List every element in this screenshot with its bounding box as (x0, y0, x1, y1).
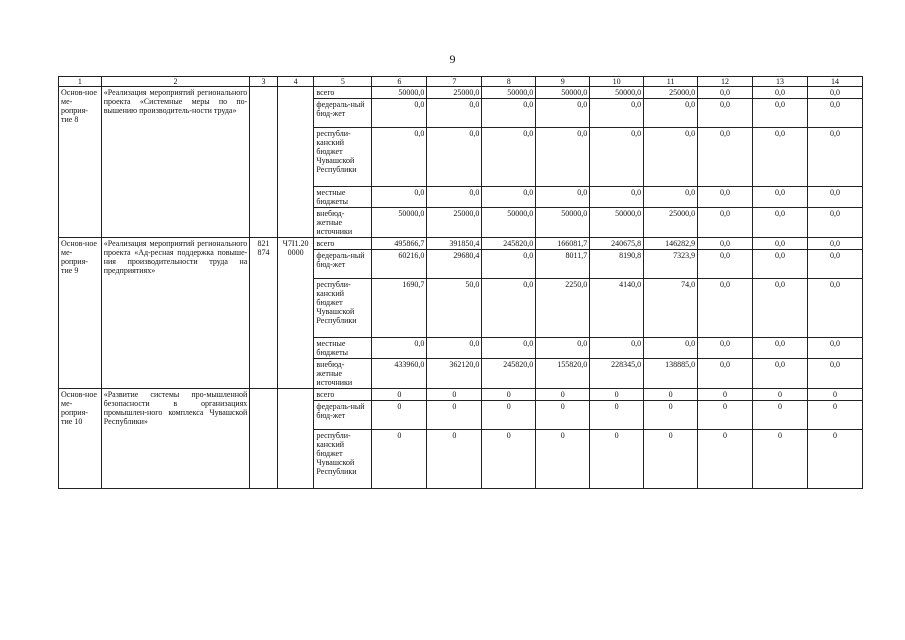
amount-cell: 0,0 (590, 99, 644, 128)
amount-cell: 0,0 (698, 250, 753, 279)
amount-cell: 0 (590, 401, 644, 430)
amount-cell: 0,0 (482, 99, 536, 128)
amount-cell: 0,0 (482, 279, 536, 338)
amount-cell: 0 (590, 430, 644, 489)
amount-cell: 0,0 (536, 187, 590, 208)
amount-cell: 74,0 (644, 279, 698, 338)
amount-cell: 495866,7 (372, 238, 427, 250)
amount-cell: 50000,0 (372, 87, 427, 99)
amount-cell: 0,0 (536, 128, 590, 187)
column-number: 2 (101, 77, 250, 87)
activity-title: «Развитие системы про-мышленной безопасности в организациях промышлен-ного комплекса Чувашской Республики» (101, 389, 250, 489)
amount-cell: 0 (536, 401, 590, 430)
amount-cell: 0,0 (698, 208, 753, 238)
funding-source: федераль-ный бюд-жет (314, 99, 372, 128)
amount-cell: 0,0 (644, 128, 698, 187)
amount-cell: 0 (427, 401, 482, 430)
column-number: 13 (753, 77, 808, 87)
amount-cell: 4140,0 (590, 279, 644, 338)
amount-cell: 0,0 (807, 87, 862, 99)
amount-cell: 0,0 (372, 338, 427, 359)
amount-cell: 25000,0 (644, 208, 698, 238)
column-number: 7 (427, 77, 482, 87)
amount-cell: 0 (753, 389, 808, 401)
code-gr (250, 87, 277, 238)
amount-cell: 0,0 (644, 187, 698, 208)
code-csr: Ч7I1.20 0000 (277, 238, 314, 389)
amount-cell: 0,0 (536, 338, 590, 359)
funding-source: федераль-ный бюд-жет (314, 250, 372, 279)
amount-cell: 0 (698, 401, 753, 430)
amount-cell: 0,0 (807, 128, 862, 187)
funding-source: внебюд-жетные источники (314, 359, 372, 389)
amount-cell: 8190,8 (590, 250, 644, 279)
amount-cell: 0,0 (753, 208, 808, 238)
amount-cell: 0 (807, 401, 862, 430)
amount-cell: 245820,0 (482, 359, 536, 389)
funding-source: всего (314, 87, 372, 99)
amount-cell: 362120,0 (427, 359, 482, 389)
amount-cell: 0 (482, 389, 536, 401)
funding-source: всего (314, 389, 372, 401)
column-number: 3 (250, 77, 277, 87)
funding-source: внебюд-жетные источники (314, 208, 372, 238)
amount-cell: 0 (372, 430, 427, 489)
amount-cell: 0,0 (753, 187, 808, 208)
table-row (59, 87, 863, 99)
amount-cell: 0 (590, 389, 644, 401)
amount-cell: 50000,0 (590, 208, 644, 238)
amount-cell: 0,0 (427, 128, 482, 187)
amount-cell: 155820,0 (536, 359, 590, 389)
amount-cell: 0 (536, 389, 590, 401)
column-number: 12 (698, 77, 753, 87)
table-row (59, 389, 863, 401)
amount-cell: 50000,0 (482, 87, 536, 99)
activity-label: Основ-ное ме-роприя-тие 9 (59, 238, 102, 389)
amount-cell: 29680,4 (427, 250, 482, 279)
column-number: 1 (59, 77, 102, 87)
budget-table (58, 76, 863, 489)
amount-cell: 0,0 (482, 128, 536, 187)
funding-source: республи-канский бюджет Чувашской Республики (314, 128, 372, 187)
amount-cell: 138885,0 (644, 359, 698, 389)
amount-cell: 0,0 (698, 128, 753, 187)
code-gr: 821 874 (250, 238, 277, 389)
amount-cell: 228345,0 (590, 359, 644, 389)
amount-cell: 0 (427, 389, 482, 401)
amount-cell: 25000,0 (427, 208, 482, 238)
amount-cell: 0 (536, 430, 590, 489)
amount-cell: 0,0 (753, 238, 808, 250)
column-number: 6 (372, 77, 427, 87)
funding-source: федераль-ный бюд-жет (314, 401, 372, 430)
amount-cell: 0,0 (372, 187, 427, 208)
amount-cell: 0 (427, 430, 482, 489)
amount-cell: 1690,7 (372, 279, 427, 338)
amount-cell: 0,0 (427, 338, 482, 359)
amount-cell: 0,0 (807, 338, 862, 359)
amount-cell: 50000,0 (482, 208, 536, 238)
code-csr (277, 389, 314, 489)
amount-cell: 0,0 (482, 338, 536, 359)
amount-cell: 0,0 (536, 99, 590, 128)
activity-title: «Реализация мероприятий регионального проекта «Ад-ресная поддержка повыше-ния производительности труда на предприятиях» (101, 238, 250, 389)
amount-cell: 2250,0 (536, 279, 590, 338)
amount-cell: 0,0 (698, 99, 753, 128)
amount-cell: 60216,0 (372, 250, 427, 279)
amount-cell: 50,0 (427, 279, 482, 338)
funding-source: республи-канский бюджет Чувашской Республики (314, 430, 372, 489)
table-row (59, 238, 863, 250)
amount-cell: 0 (644, 389, 698, 401)
amount-cell: 433960,0 (372, 359, 427, 389)
amount-cell: 0,0 (807, 250, 862, 279)
column-number: 10 (590, 77, 644, 87)
amount-cell: 0,0 (753, 338, 808, 359)
amount-cell: 0,0 (807, 238, 862, 250)
amount-cell: 0,0 (698, 279, 753, 338)
amount-cell: 0,0 (590, 187, 644, 208)
amount-cell: 0,0 (753, 359, 808, 389)
amount-cell: 0,0 (644, 99, 698, 128)
amount-cell: 0 (482, 401, 536, 430)
amount-cell: 0,0 (698, 338, 753, 359)
funding-source: всего (314, 238, 372, 250)
amount-cell: 0 (807, 430, 862, 489)
funding-source: республи-канский бюджет Чувашской Республики (314, 279, 372, 338)
amount-cell: 0,0 (590, 338, 644, 359)
amount-cell: 0 (753, 430, 808, 489)
amount-cell: 0 (644, 401, 698, 430)
amount-cell: 7323,9 (644, 250, 698, 279)
amount-cell: 0,0 (372, 128, 427, 187)
amount-cell: 0 (644, 430, 698, 489)
amount-cell: 0,0 (644, 338, 698, 359)
column-number: 11 (644, 77, 698, 87)
amount-cell: 0,0 (807, 187, 862, 208)
amount-cell: 0,0 (753, 99, 808, 128)
amount-cell: 8011,7 (536, 250, 590, 279)
amount-cell: 0,0 (807, 279, 862, 338)
code-gr (250, 389, 277, 489)
column-number: 8 (482, 77, 536, 87)
amount-cell: 0 (482, 430, 536, 489)
amount-cell: 0,0 (372, 99, 427, 128)
amount-cell: 0 (372, 401, 427, 430)
amount-cell: 0,0 (590, 128, 644, 187)
column-number: 5 (314, 77, 372, 87)
amount-cell: 0 (807, 389, 862, 401)
amount-cell: 0 (753, 401, 808, 430)
amount-cell: 0,0 (698, 87, 753, 99)
amount-cell: 0,0 (427, 187, 482, 208)
amount-cell: 0 (372, 389, 427, 401)
funding-source: местные бюджеты (314, 338, 372, 359)
activity-label: Основ-ное ме-роприя-тие 10 (59, 389, 102, 489)
amount-cell: 391850,4 (427, 238, 482, 250)
amount-cell: 50000,0 (536, 208, 590, 238)
amount-cell: 0,0 (807, 208, 862, 238)
amount-cell: 146282,9 (644, 238, 698, 250)
amount-cell: 50000,0 (590, 87, 644, 99)
amount-cell: 240675,8 (590, 238, 644, 250)
column-number-row (59, 77, 863, 87)
funding-source: местные бюджеты (314, 187, 372, 208)
page-number: 9 (449, 52, 456, 66)
amount-cell: 0,0 (482, 250, 536, 279)
amount-cell: 0,0 (427, 99, 482, 128)
amount-cell: 25000,0 (644, 87, 698, 99)
amount-cell: 0,0 (807, 359, 862, 389)
column-number: 4 (277, 77, 314, 87)
amount-cell: 25000,0 (427, 87, 482, 99)
amount-cell: 50000,0 (536, 87, 590, 99)
amount-cell: 0,0 (698, 187, 753, 208)
activity-label: Основ-ное ме-роприя-тие 8 (59, 87, 102, 238)
amount-cell: 0,0 (698, 238, 753, 250)
code-csr (277, 87, 314, 238)
amount-cell: 0,0 (753, 128, 808, 187)
activity-title: «Реализация мероприятий регионального проекта «Системные меры по по-вышению производитель-ности труда» (101, 87, 250, 238)
column-number: 14 (807, 77, 862, 87)
amount-cell: 0 (698, 389, 753, 401)
amount-cell: 0,0 (753, 250, 808, 279)
amount-cell: 50000,0 (372, 208, 427, 238)
amount-cell: 0,0 (807, 99, 862, 128)
amount-cell: 0,0 (753, 279, 808, 338)
amount-cell: 166081,7 (536, 238, 590, 250)
amount-cell: 0,0 (753, 87, 808, 99)
amount-cell: 0 (698, 430, 753, 489)
column-number: 9 (536, 77, 590, 87)
amount-cell: 0,0 (482, 187, 536, 208)
amount-cell: 0,0 (698, 359, 753, 389)
amount-cell: 245820,0 (482, 238, 536, 250)
